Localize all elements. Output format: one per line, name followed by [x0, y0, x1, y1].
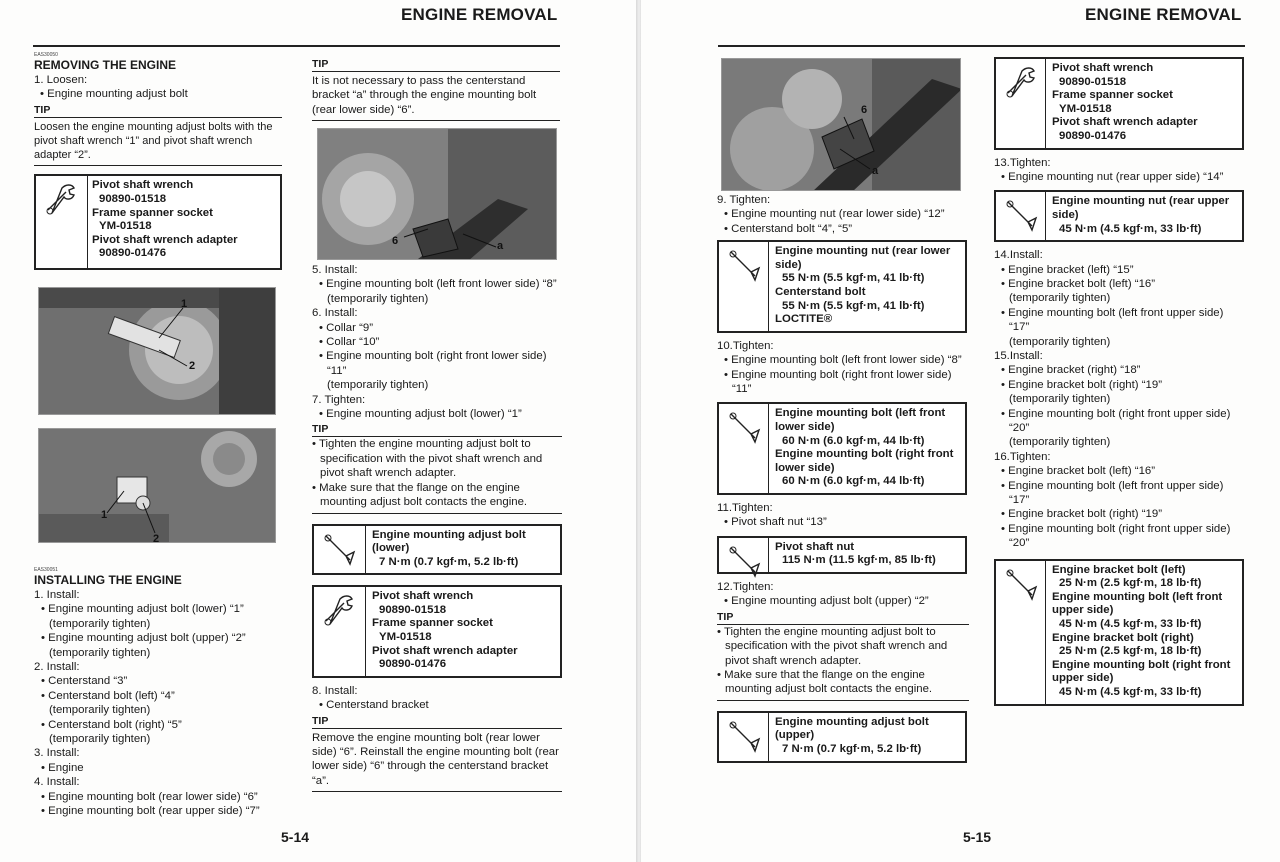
callout-label: 1	[101, 509, 108, 521]
step-note: (temporarily tighten)	[1009, 436, 1111, 449]
step-item: • Engine bracket (left) “15”	[1001, 263, 1134, 276]
torque-box	[717, 240, 967, 333]
tip-label: TIP	[312, 423, 562, 437]
step-note: (temporarily tighten)	[49, 704, 151, 717]
torque-item: Pivot shaft nut	[775, 540, 855, 553]
tool-number: 90890-01518	[379, 603, 447, 616]
tip-item: • Tighten the engine mounting adjust bolt to specification with the pivot shaft wrench and pivot shaft wrench adapter.	[717, 625, 948, 667]
header-rule	[718, 45, 1245, 47]
tip-end-rule	[312, 510, 562, 514]
torque-wrench-icon	[719, 538, 769, 572]
step-note: (temporarily tighten)	[49, 617, 151, 630]
right-column-1	[717, 193, 969, 769]
step-item: • Engine mounting bolt (left front upper side)	[1001, 479, 1224, 492]
tip-text: Remove the engine mounting bolt (rear lower side) “6”. Reinstall the engine mounting bolt (rear lower side) “6” through the centerstand bracket “a”.	[312, 731, 559, 787]
step-text: 10.Tighten:	[717, 339, 774, 352]
torque-box	[717, 402, 967, 495]
torque-item: Engine mounting bolt (left front lower side)	[775, 407, 946, 433]
tool-name: Pivot shaft wrench	[1052, 62, 1154, 74]
engine-photo-1	[38, 287, 276, 415]
step-item: • Collar “10”	[319, 336, 380, 349]
step-item: • Engine mounting nut (rear upper side) “14”	[1001, 170, 1224, 183]
tool-name: Pivot shaft wrench	[372, 590, 474, 603]
step-item: • Engine mounting bolt (right front upper side)	[1001, 522, 1231, 535]
step-item: • Engine mounting adjust bolt (lower) “1”	[41, 603, 244, 616]
step-item: • Engine	[41, 761, 84, 774]
tip-end-rule	[34, 162, 282, 166]
torque-box	[717, 536, 967, 574]
callout-label: 1	[181, 298, 188, 310]
torque-wrench-icon	[719, 713, 769, 761]
torque-wrench-icon	[314, 526, 366, 574]
step-item: • Centerstand bolt (left) “4”	[41, 689, 175, 702]
step-text: 8. Install:	[312, 684, 358, 697]
callout-label: 6	[861, 104, 868, 116]
step-item: • Engine mounting bolt (left front lower side) “8”	[319, 278, 557, 291]
step-item: • Centerstand bolt (right) “5”	[41, 718, 182, 731]
torque-item: Engine mounting adjust bolt (lower)	[372, 528, 526, 555]
torque-value: 115 N·m (11.5 kgf·m, 85 lb·ft)	[782, 554, 936, 567]
step-item: • Engine mounting bolt (right front lower side)	[319, 350, 547, 363]
torque-value: 45 N·m (4.5 kgf·m, 33 lb·ft)	[1059, 618, 1202, 631]
loctite-note: LOCTITE®	[775, 313, 833, 326]
torque-value: 60 N·m (6.0 kgf·m, 44 lb·ft)	[782, 475, 925, 488]
step-text: 16.Tighten:	[994, 450, 1051, 463]
torque-value: 45 N·m (4.5 kgf·m, 33 lb·ft)	[1059, 222, 1202, 235]
tip-label: TIP	[717, 611, 969, 625]
step-item: • Engine bracket bolt (right) “19”	[1001, 508, 1162, 521]
wrench-tool-icon	[996, 59, 1046, 148]
step-text: 1. Install:	[34, 589, 80, 601]
step-text: 3. Install:	[34, 747, 80, 760]
tip-label: TIP	[312, 715, 562, 729]
torque-box	[994, 559, 1244, 706]
step-text: 7. Tighten:	[312, 393, 366, 406]
section-code: EAS30050	[34, 52, 58, 58]
step-item: • Engine mounting adjust bolt	[40, 88, 188, 101]
right-column-2	[994, 57, 1246, 712]
step-item: • Engine mounting adjust bolt (lower) “1”	[319, 408, 522, 421]
step-item: • Engine mounting bolt (left front lower side) “8”	[724, 354, 962, 367]
tip-label: TIP	[34, 104, 282, 118]
step-item: • Collar “9”	[319, 321, 373, 334]
torque-value: 25 N·m (2.5 kgf·m, 18 lb·ft)	[1059, 577, 1202, 590]
torque-item: Engine mounting nut (rear lower side)	[775, 245, 951, 271]
tool-number: 90890-01518	[1059, 75, 1127, 88]
torque-item: Engine mounting bolt (right front lower side)	[775, 448, 954, 474]
tip-label: TIP	[312, 58, 560, 72]
step-item: • Centerstand bracket	[319, 699, 429, 712]
tip-text: It is not necessary to pass the centerstand bracket “a” through the engine mounting bolt (rear lower side) “6”.	[312, 75, 537, 116]
step-item: • Engine bracket bolt (left) “16”	[1001, 277, 1156, 290]
tool-name: Pivot shaft wrench	[92, 179, 194, 192]
step-item: • Engine mounting adjust bolt (upper) “2”	[41, 632, 246, 645]
page-number-right: 5-15	[963, 829, 992, 845]
torque-wrench-icon	[719, 242, 769, 331]
step-note: (temporarily tighten)	[1009, 393, 1111, 406]
step-text: 13.Tighten:	[994, 156, 1051, 169]
torque-wrench-icon	[719, 404, 769, 493]
step-item: • Engine mounting bolt (right front lower side)	[724, 368, 952, 381]
step-text: 2. Install:	[34, 661, 80, 674]
step-text: 9. Tighten:	[717, 194, 771, 206]
callout-label: 6	[392, 235, 399, 247]
tip-end-rule	[312, 788, 562, 792]
page-title-left: ENGINE REMOVAL	[401, 5, 558, 24]
tool-name: Frame spanner socket	[1052, 89, 1173, 102]
step-item: • Engine mounting nut (rear lower side) “12”	[724, 208, 945, 221]
tool-number: 90890-01476	[99, 247, 167, 260]
step-note: “20”	[1009, 422, 1030, 435]
left-column-1-install	[34, 567, 284, 819]
step-note: (temporarily tighten)	[1009, 335, 1111, 348]
tip-item: • Tighten the engine mounting adjust bolt to specification with the pivot shaft wrench and pivot shaft wrench adapter.	[312, 438, 543, 480]
callout-label: a	[872, 165, 879, 177]
left-column-2	[312, 56, 560, 127]
tool-number: YM-01518	[379, 631, 432, 644]
torque-item: Engine bracket bolt (left)	[1052, 563, 1186, 576]
tip-text: Loosen the engine mounting adjust bolts with the pivot shaft wrench “1” and pivot shaft wrench adapter “2”.	[34, 120, 273, 162]
torque-item: Engine mounting adjust bolt (upper)	[775, 715, 929, 742]
step-item: • Engine mounting bolt (left front upper side)	[1001, 306, 1224, 319]
step-note: “17”	[1009, 494, 1030, 507]
torque-item: Engine bracket bolt (right)	[1052, 631, 1194, 644]
step-text: 14.Install:	[994, 249, 1043, 262]
step-note: “11”	[327, 364, 347, 377]
wrench-tool-icon	[36, 176, 88, 268]
step-item: • Engine bracket bolt (left) “16”	[1001, 465, 1156, 478]
header-rule	[33, 45, 560, 47]
step-note: (temporarily tighten)	[327, 292, 429, 305]
tool-box	[34, 174, 282, 270]
step-note: (temporarily tighten)	[49, 646, 151, 659]
section-title-removing: REMOVING THE ENGINE	[34, 58, 177, 72]
tip-end-rule	[312, 117, 560, 121]
tool-number: YM-01518	[99, 220, 152, 233]
torque-wrench-icon	[996, 561, 1046, 704]
torque-value: 55 N·m (5.5 kgf·m, 41 lb·ft)	[782, 299, 925, 312]
tool-name: Frame spanner socket	[372, 617, 493, 630]
tool-box	[994, 57, 1244, 150]
step-item: • Engine mounting bolt (right front upper side)	[1001, 407, 1231, 420]
step-item: • Engine mounting adjust bolt (upper) “2”	[724, 595, 929, 608]
section-title-installing: INSTALLING THE ENGINE	[34, 573, 182, 587]
engine-photo-2	[38, 428, 276, 543]
page-title-right: ENGINE REMOVAL	[1085, 5, 1242, 24]
tool-number: 90890-01476	[1059, 129, 1127, 142]
step-note: “17”	[1009, 321, 1030, 334]
callout-label: a	[497, 240, 504, 252]
step-item: • Engine bracket (right) “18”	[1001, 364, 1141, 377]
step-note: “11”	[732, 383, 752, 395]
step-item: • Pivot shaft nut “13”	[724, 516, 827, 529]
step-item: • Centerstand bolt “4”, “5”	[724, 222, 853, 235]
step-text: 1. Loosen:	[34, 74, 88, 86]
tool-name: Frame spanner socket	[92, 206, 213, 219]
step-text: 11.Tighten:	[717, 501, 773, 514]
tip-end-rule	[717, 697, 969, 701]
tool-name: Pivot shaft wrench adapter	[1052, 116, 1198, 129]
step-text: 15.Install:	[994, 350, 1043, 362]
step-item: • Centerstand “3”	[41, 675, 128, 688]
step-item: • Engine mounting bolt (rear lower side) “6”	[41, 790, 258, 803]
torque-value: 7 N·m (0.7 kgf·m, 5.2 lb·ft)	[379, 555, 519, 568]
torque-item: Centerstand bolt	[775, 286, 866, 298]
step-text: 12.Tighten:	[717, 580, 774, 593]
step-note: (temporarily tighten)	[49, 733, 151, 746]
callout-label: 2	[153, 533, 160, 543]
tool-name: Pivot shaft wrench adapter	[92, 233, 238, 246]
torque-value: 60 N·m (6.0 kgf·m, 44 lb·ft)	[782, 434, 925, 447]
right-page	[641, 0, 1280, 862]
step-text: 6. Install:	[312, 307, 358, 320]
left-column-2-steps	[312, 263, 562, 798]
left-column-1	[34, 52, 282, 276]
torque-item: Engine mounting nut (rear upper side)	[1052, 195, 1230, 221]
step-note: “20”	[1009, 537, 1030, 550]
tool-number: 90890-01518	[99, 193, 167, 206]
torque-box	[312, 524, 562, 576]
torque-value: 45 N·m (4.5 kgf·m, 33 lb·ft)	[1059, 686, 1202, 699]
tool-name: Pivot shaft wrench adapter	[372, 644, 518, 657]
tool-number: YM-01518	[1059, 102, 1112, 115]
step-item: • Engine mounting bolt (rear upper side) “7”	[41, 805, 260, 818]
step-note: (temporarily tighten)	[327, 379, 429, 392]
torque-value: 55 N·m (5.5 kgf·m, 41 lb·ft)	[782, 272, 925, 285]
torque-box	[717, 711, 967, 763]
torque-value: 25 N·m (2.5 kgf·m, 18 lb·ft)	[1059, 645, 1202, 658]
torque-item: Engine mounting bolt (right front upper side)	[1052, 658, 1231, 685]
torque-box	[994, 190, 1244, 242]
centerstand-photo	[317, 128, 557, 260]
tip-item: • Make sure that the flange on the engine mounting adjust bolt contacts the engine.	[717, 669, 933, 696]
torque-value: 7 N·m (0.7 kgf·m, 5.2 lb·ft)	[782, 743, 922, 755]
torque-item: Engine mounting bolt (left front upper side)	[1052, 590, 1223, 617]
torque-wrench-icon	[996, 192, 1046, 240]
tool-number: 90890-01476	[379, 658, 447, 671]
callout-label: 2	[189, 360, 196, 372]
tool-box	[312, 585, 562, 678]
left-page	[0, 0, 638, 862]
step-text: 4. Install:	[34, 776, 80, 789]
wrench-tool-icon	[314, 587, 366, 676]
frame-photo	[721, 58, 961, 191]
step-text: 5. Install:	[312, 264, 358, 276]
tip-item: • Make sure that the flange on the engine mounting adjust bolt contacts the engine.	[312, 481, 528, 509]
section-code: EAS30051	[34, 567, 58, 573]
step-item: • Engine bracket bolt (right) “19”	[1001, 378, 1162, 391]
page-number-left: 5-14	[281, 829, 310, 845]
step-note: (temporarily tighten)	[1009, 292, 1111, 305]
